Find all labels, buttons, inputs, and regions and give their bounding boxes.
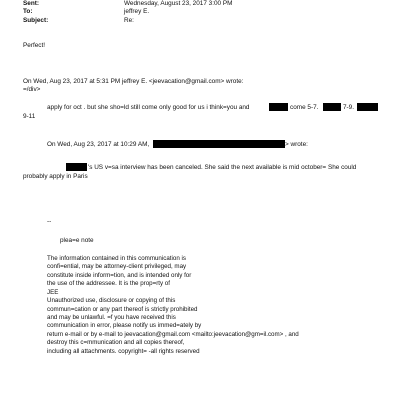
subject-value: Re: — [124, 17, 134, 24]
redaction-box — [153, 140, 285, 148]
quote1-div: =/div> — [23, 86, 41, 93]
legal-line: Unauthorized use, disclosure or copying of this — [47, 297, 176, 304]
quote2-line2: probably apply in Paris — [23, 173, 88, 180]
redaction-box — [323, 103, 341, 111]
quote1-line2: 9-11 — [23, 113, 36, 120]
legal-line: and may be unlawful. =f you have received this — [47, 314, 176, 321]
quote1-line1-c: 7-9. — [343, 104, 355, 111]
quote2-header-a: On Wed, Aug 23, 2017 at 10:29 AM, — [47, 141, 150, 148]
redaction-box — [269, 103, 288, 111]
legal-line: the use of the addressee. It is the prop=rty of — [47, 280, 170, 287]
sent-label: Sent: — [23, 0, 39, 7]
quote2-header-b: > wrote: — [285, 141, 308, 148]
sent-value: Wednesday, August 23, 2017 3:00 PM — [124, 0, 233, 7]
signature-dashes: -- — [47, 218, 52, 225]
reply-text: Perfect! — [23, 42, 46, 49]
legal-line: JEE — [47, 289, 59, 296]
legal-line: confi=ential, may be attorney-client privileged, may — [47, 263, 187, 270]
legal-line: The information contained in this communication is — [47, 255, 186, 262]
quote1-line1-a: apply for oct . but she sho=ld still come only good for us i think=you and — [47, 104, 250, 111]
quote1-line1-b: come 5-7. — [290, 104, 319, 111]
legal-line: including all attachments. copyright= -all rights reserved — [47, 348, 200, 355]
redaction-box — [357, 103, 378, 111]
redaction-box — [66, 163, 87, 171]
quote2-line1: 's US v=sa interview has been canceled. She said the next available is mid october= She could — [88, 164, 357, 171]
legal-line: return e-mail or by e-mail to jeevacation@gmail.com <mailto:jeevacation@gm=il.com> , and — [47, 331, 299, 338]
signature-note: plea=e note — [60, 237, 94, 244]
subject-label: Subject: — [23, 17, 49, 24]
to-label: To: — [23, 8, 33, 15]
quote1-header: On Wed, Aug 23, 2017 at 5:31 PM jeffrey E. <jeevacation@gmail.com> wrote: — [23, 78, 244, 85]
legal-line: constitute inside inform=tion, and is intended only for — [47, 272, 192, 279]
legal-line: communication in error, please notify us immed=ately by — [47, 322, 202, 329]
to-value: jeffrey E. — [124, 8, 150, 15]
legal-line: destroy this c=mmunication and all copies thereof, — [47, 339, 185, 346]
legal-line: commun=cation or any part thereof is strictly prohibited — [47, 306, 198, 313]
